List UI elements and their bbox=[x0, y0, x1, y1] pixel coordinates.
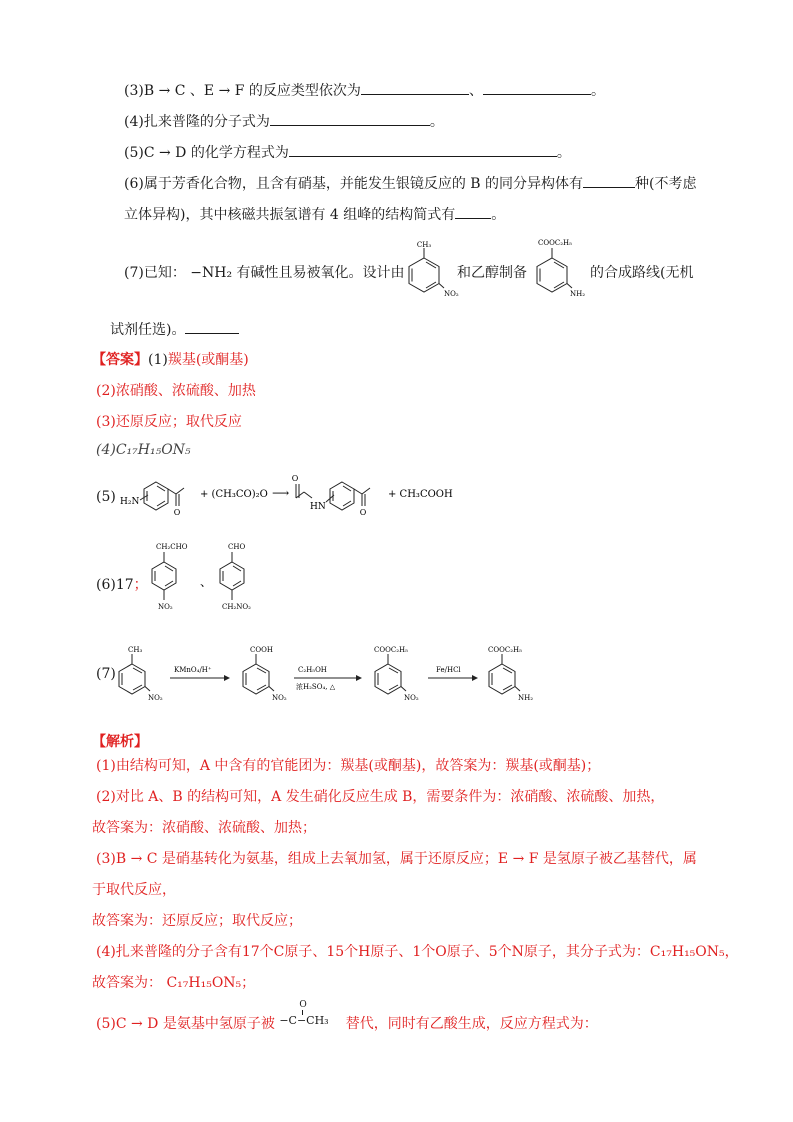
byproduct-acetic-acid: + CH₃COOH bbox=[388, 489, 453, 500]
answer-blank bbox=[289, 144, 557, 157]
reagent-label: C₂H₅OH bbox=[298, 666, 327, 674]
separator: 、 bbox=[468, 83, 483, 99]
condition-label: 浓H₂SO₄, △ bbox=[296, 683, 336, 691]
question-6-text-2: 立体异构)，其中核磁共振氢谱有 4 组峰的结构简式有 bbox=[124, 207, 456, 223]
substituent-label: CH₃ bbox=[416, 241, 432, 249]
analysis-3-answer: 故答案为：还原反应；取代反应； bbox=[92, 913, 302, 929]
answer-5-equation bbox=[112, 464, 492, 524]
question-6-text-end: 种(不考虑 bbox=[635, 176, 697, 192]
substituent-label: NH₂ bbox=[570, 290, 586, 298]
question-4 bbox=[124, 111, 444, 131]
acetyl-group bbox=[279, 1000, 341, 1028]
question-6-line-2 bbox=[124, 204, 505, 224]
amino-group-label: H₂N bbox=[120, 497, 140, 507]
answer-1-text: 羰基(或酮基) bbox=[167, 352, 249, 368]
substituent-label: COOC₂H₅ bbox=[538, 239, 572, 247]
reagent-label: Fe/HCl bbox=[436, 666, 461, 674]
reagent-acetic-anhydride: + (CH₃CO)₂O bbox=[200, 489, 268, 500]
answer-label: 【答案】 bbox=[92, 352, 148, 368]
substituent-label: CH₂CHO bbox=[156, 543, 188, 551]
question-3-text: (3)B → C 、E → F 的反应类型依次为 bbox=[124, 83, 361, 99]
structure-ethyl-3-aminobenzoate bbox=[528, 234, 592, 302]
answer-blank bbox=[583, 175, 635, 188]
period: 。 bbox=[590, 83, 605, 99]
answer-blank bbox=[185, 321, 239, 334]
answer-blank bbox=[483, 82, 591, 95]
substituent-label: NO₂ bbox=[404, 694, 419, 702]
analysis-4: (4)扎来普隆的分子含有17个C原子、15个H原子、1个O原子、5个N原子，其分子式为：C₁₇H₁₅ON₅， bbox=[96, 944, 739, 960]
question-5-text: (5)C → D 的化学方程式为 bbox=[124, 145, 289, 161]
question-7-part-1 bbox=[124, 262, 405, 282]
question-7-text: (7)已知： −NH₂ 有碱性且易被氧化。设计由 bbox=[124, 265, 405, 281]
analysis-3-cont: 于取代反应， bbox=[92, 882, 176, 898]
period: 。 bbox=[429, 114, 444, 130]
analysis-2-cont: 故答案为：浓硝酸、浓硫酸、加热； bbox=[92, 820, 316, 836]
answer-6-count: (6)17 bbox=[96, 577, 134, 593]
substituent-label: COOH bbox=[250, 646, 273, 654]
question-7-part-2 bbox=[457, 262, 527, 282]
analysis-4-answer: 故答案为： C₁₇H₁₅ON₅； bbox=[92, 975, 256, 991]
question-5 bbox=[124, 142, 571, 162]
answer-7-synthesis-route bbox=[112, 640, 552, 722]
svg-text:O: O bbox=[173, 508, 181, 517]
oxygen-label: O bbox=[299, 1000, 307, 1010]
answer-5-label: (5) bbox=[96, 489, 116, 505]
svg-text:O: O bbox=[359, 508, 367, 517]
substituent-label: COOC₂H₅ bbox=[374, 646, 408, 654]
reaction-arrow: ⟶ bbox=[272, 486, 290, 500]
period: 。 bbox=[556, 145, 571, 161]
acetyl-formula: −C−CH₃ bbox=[279, 1014, 329, 1027]
answer-6-label bbox=[96, 574, 148, 594]
analysis-3: (3)B → C 是硝基转化为氨基，组成上去氧加氢，属于还原反应；E → F 是氢原子被乙基替代，属 bbox=[96, 851, 697, 867]
answer-1 bbox=[92, 349, 249, 369]
svg-text:O: O bbox=[291, 474, 299, 483]
answer-1-prefix: (1) bbox=[148, 352, 168, 368]
substituent-label: NO₂ bbox=[444, 290, 459, 298]
question-7-part-3 bbox=[590, 262, 693, 282]
period: 。 bbox=[491, 207, 506, 223]
question-6-line-1 bbox=[124, 173, 697, 193]
substituent-label: NO₂ bbox=[272, 694, 287, 702]
analysis-5-text: (5)C → D 是氨基中氢原子被 bbox=[96, 1016, 275, 1032]
substituent-label: NO₂ bbox=[158, 603, 173, 611]
answer-blank bbox=[455, 206, 491, 219]
question-7-text: 的合成路线(无机 bbox=[590, 265, 694, 281]
question-6-text: (6)属于芳香化合物，且含有硝基，并能发生银镜反应的 B 的同分异构体有 bbox=[124, 176, 584, 192]
substituent-label: CH₂NO₂ bbox=[222, 603, 251, 611]
substituent-label: CHO bbox=[228, 543, 246, 551]
answer-blank bbox=[270, 113, 430, 126]
question-4-text: (4)扎来普隆的分子式为 bbox=[124, 114, 270, 130]
amide-group-label: HN bbox=[310, 502, 326, 512]
reagent-label: KMnO₄/H⁺ bbox=[174, 666, 212, 674]
answer-4: (4)C₁₇H₁₅ON₅ bbox=[96, 442, 191, 458]
answer-blank bbox=[361, 82, 469, 95]
structure-3-nitrotoluene bbox=[396, 238, 466, 302]
question-7-line-2 bbox=[110, 319, 239, 339]
substituent-label: NO₂ bbox=[148, 694, 163, 702]
substituent-label: CH₃ bbox=[128, 646, 143, 654]
separator: ； bbox=[133, 577, 148, 593]
answer-7-label: (7) bbox=[96, 666, 116, 682]
answer-2: (2)浓硝酸、浓硫酸、加热 bbox=[96, 383, 256, 399]
answer-3: (3)还原反应；取代反应 bbox=[96, 414, 242, 430]
substituent-label: NH₂ bbox=[518, 694, 534, 702]
analysis-label: 【解析】 bbox=[92, 734, 148, 750]
analysis-5 bbox=[96, 1000, 598, 1033]
analysis-2: (2)对比 A、B 的结构可知，A 发生硝化反应生成 B，需要条件为：浓硝酸、浓硫酸、加热， bbox=[96, 789, 665, 805]
analysis-1: (1)由结构可知，A 中含有的官能团为：羰基(或酮基)，故答案为：羰基(或酮基)； bbox=[96, 758, 601, 774]
question-7-text: 试剂任选)。 bbox=[110, 322, 186, 338]
analysis-5-text-end: 替代，同时有乙酸生成，反应方程式为： bbox=[345, 1016, 598, 1032]
answer-6-structures bbox=[142, 538, 282, 622]
separator: 、 bbox=[200, 575, 213, 589]
question-7-text: 和乙醇制备 bbox=[457, 265, 527, 281]
substituent-label: COOC₂H₅ bbox=[488, 646, 522, 654]
question-3 bbox=[124, 80, 605, 100]
